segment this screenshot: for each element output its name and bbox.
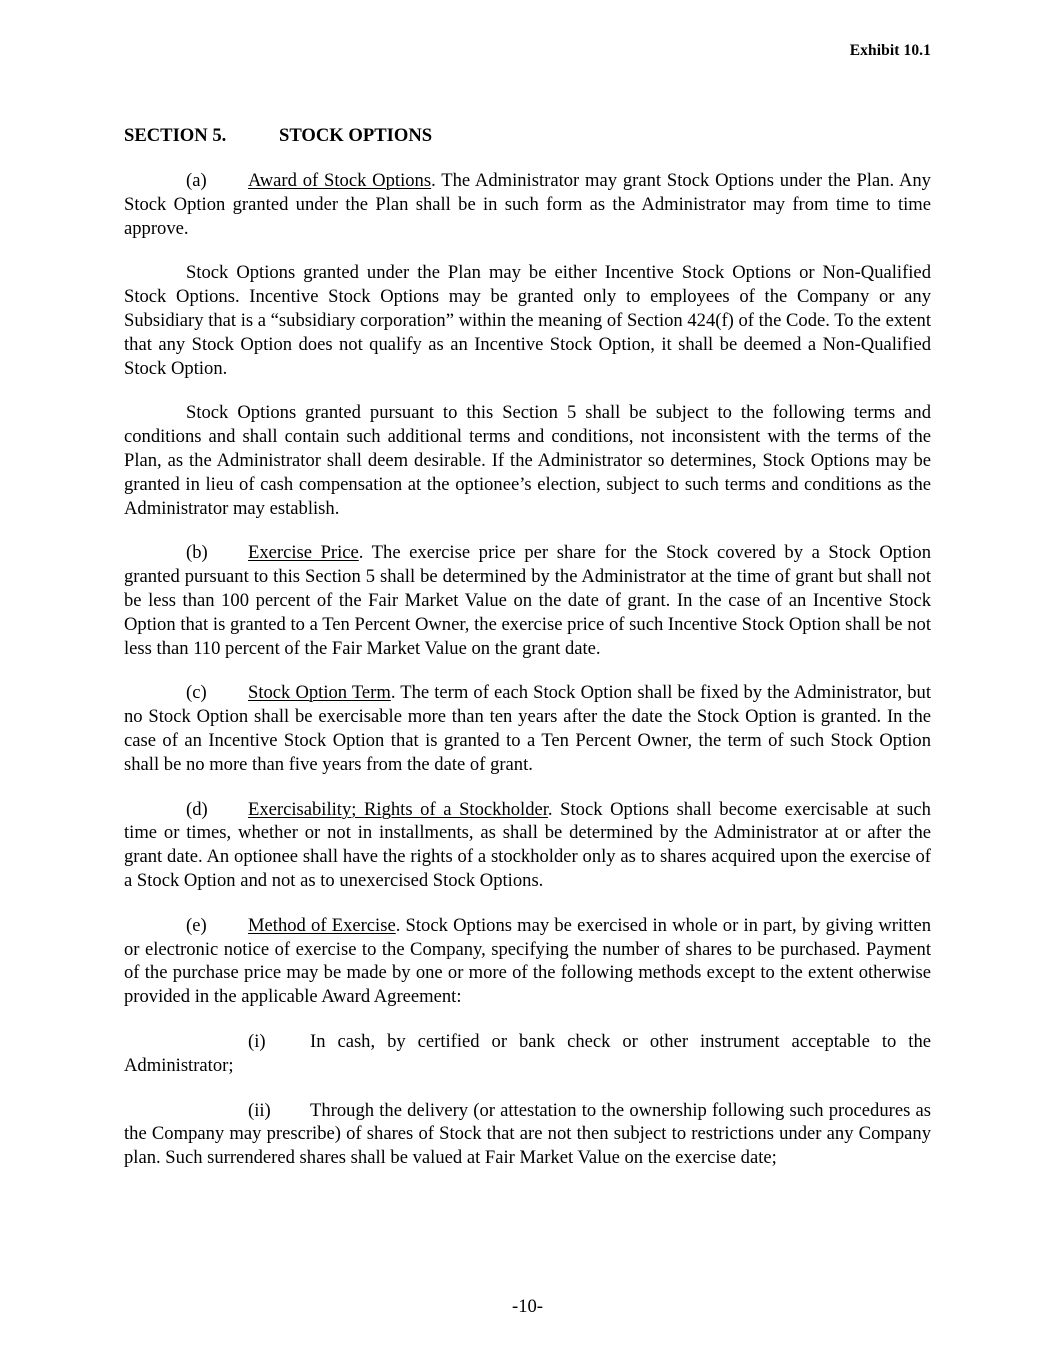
document-body bbox=[124, 124, 931, 1191]
paragraph-a-option-types bbox=[124, 261, 931, 380]
exhibit-label: Exhibit 10.1 bbox=[849, 42, 931, 59]
paragraph-d-exercisability bbox=[124, 798, 931, 893]
paragraph-label: (i) bbox=[248, 1030, 266, 1052]
paragraph-label: (a) bbox=[186, 170, 207, 191]
paragraph-e-ii-delivery-of-shares bbox=[124, 1099, 931, 1170]
paragraph-label: (d) bbox=[186, 798, 208, 820]
paragraph-caption: Stock Option Term bbox=[248, 682, 391, 704]
paragraph-caption: Method of Exercise bbox=[248, 914, 396, 936]
paragraph-text: In cash, by certified or bank check or other instrument acceptable to the Administrator; bbox=[124, 1030, 931, 1076]
paragraph-text: Stock Options granted under the Plan may be either Incentive Stock Options or Non-Qualified Stock Options. Incentive Stock Options may be granted only to employees of the Company or any Subsidiary that is a “subsidiary corporation” within the meaning of Section 424(f) of the Code. To the extent that any Stock Option does not qualify as an Incentive Stock Option, it shall be deemed a Non-Qualified Stock Option. bbox=[124, 262, 932, 379]
paragraph-text: . The exercise price per share for the Stock covered by a Stock Option granted pursuant to this Section 5 shall be determined by the Administrator at the time of grant but shall not be less than 100 percent of the Fair Market Value on the date of grant. In the case of an Incentive Stock Option that is granted to a Ten Percent Owner, the exercise price of such Incentive Stock Option shall be not less than 110 percent of the Fair Market Value on the grant date. bbox=[124, 542, 931, 659]
paragraph-a-terms-and-conditions bbox=[124, 401, 931, 520]
page-number: -10- bbox=[512, 1296, 543, 1317]
paragraph-text: . Stock Options may be exercised in whole or in part, by giving written or electronic notice of exercise to the Company, specifying the number of shares to be purchased. Payment of the purchase price may be made by one or more of the following methods except to the extent otherwise provided in the applicable Award Agreement: bbox=[124, 914, 931, 1008]
paragraph-label: (b) bbox=[186, 542, 208, 564]
paragraph-label: (e) bbox=[186, 914, 207, 936]
paragraph-caption: Award of Stock Options bbox=[248, 170, 432, 191]
paragraph-label: (ii) bbox=[248, 1099, 271, 1121]
paragraph-text: . The term of each Stock Option shall be fixed by the Administrator, but no Stock Option shall be exercisable more than ten years after the date the Stock Option is granted. In the case of an Incentive Stock Option that is granted to a Ten Percent Owner, the term of such Stock Option shall be no more than five years from the date of grant. bbox=[124, 682, 932, 775]
paragraph-caption: Exercisability; Rights of a Stockholder bbox=[248, 798, 548, 820]
paragraph-label: (c) bbox=[186, 682, 207, 704]
paragraph-e-method-of-exercise bbox=[124, 914, 931, 1009]
paragraph-a-award-of-stock-options bbox=[124, 169, 931, 240]
paragraph-text: Through the delivery (or attestation to the ownership following such procedures as the Company may prescribe) of shares of Stock that are not then subject to restrictions under any Company plan. Such surrendered shares shall be valued at Fair Market Value on the exercise date; bbox=[124, 1099, 931, 1169]
paragraph-c-stock-option-term bbox=[124, 681, 931, 776]
section-number: SECTION 5. bbox=[124, 125, 227, 146]
paragraph-text: Stock Options granted pursuant to this Section 5 shall be subject to the following terms and conditions and shall contain such additional terms and conditions, not inconsistent with the terms of the Plan, as the Administrator shall deem desirable. If the Administrator so determines, Stock Options may be granted in lieu of cash compensation at the optionee’s election, subject to such terms and conditions as the Administrator may establish. bbox=[124, 402, 931, 519]
paragraph-e-i-cash bbox=[124, 1030, 931, 1078]
paragraph-text: . The Administrator may grant Stock Options under the Plan. Any Stock Option granted under the Plan shall be in such form as the Administrator may from time to time approve. bbox=[124, 170, 931, 239]
paragraph-caption: Exercise Price bbox=[248, 542, 359, 564]
section-title: STOCK OPTIONS bbox=[279, 125, 433, 146]
section-heading bbox=[124, 124, 931, 148]
paragraph-b-exercise-price bbox=[124, 541, 931, 660]
paragraph-text: . Stock Options shall become exercisable at such time or times, whether or not in installments, as shall be determined by the Administrator at or after the grant date. An optionee shall have the rights of a stockholder only as to shares acquired upon the exercise of a Stock Option and not as to unexercised Stock Options. bbox=[124, 798, 931, 891]
